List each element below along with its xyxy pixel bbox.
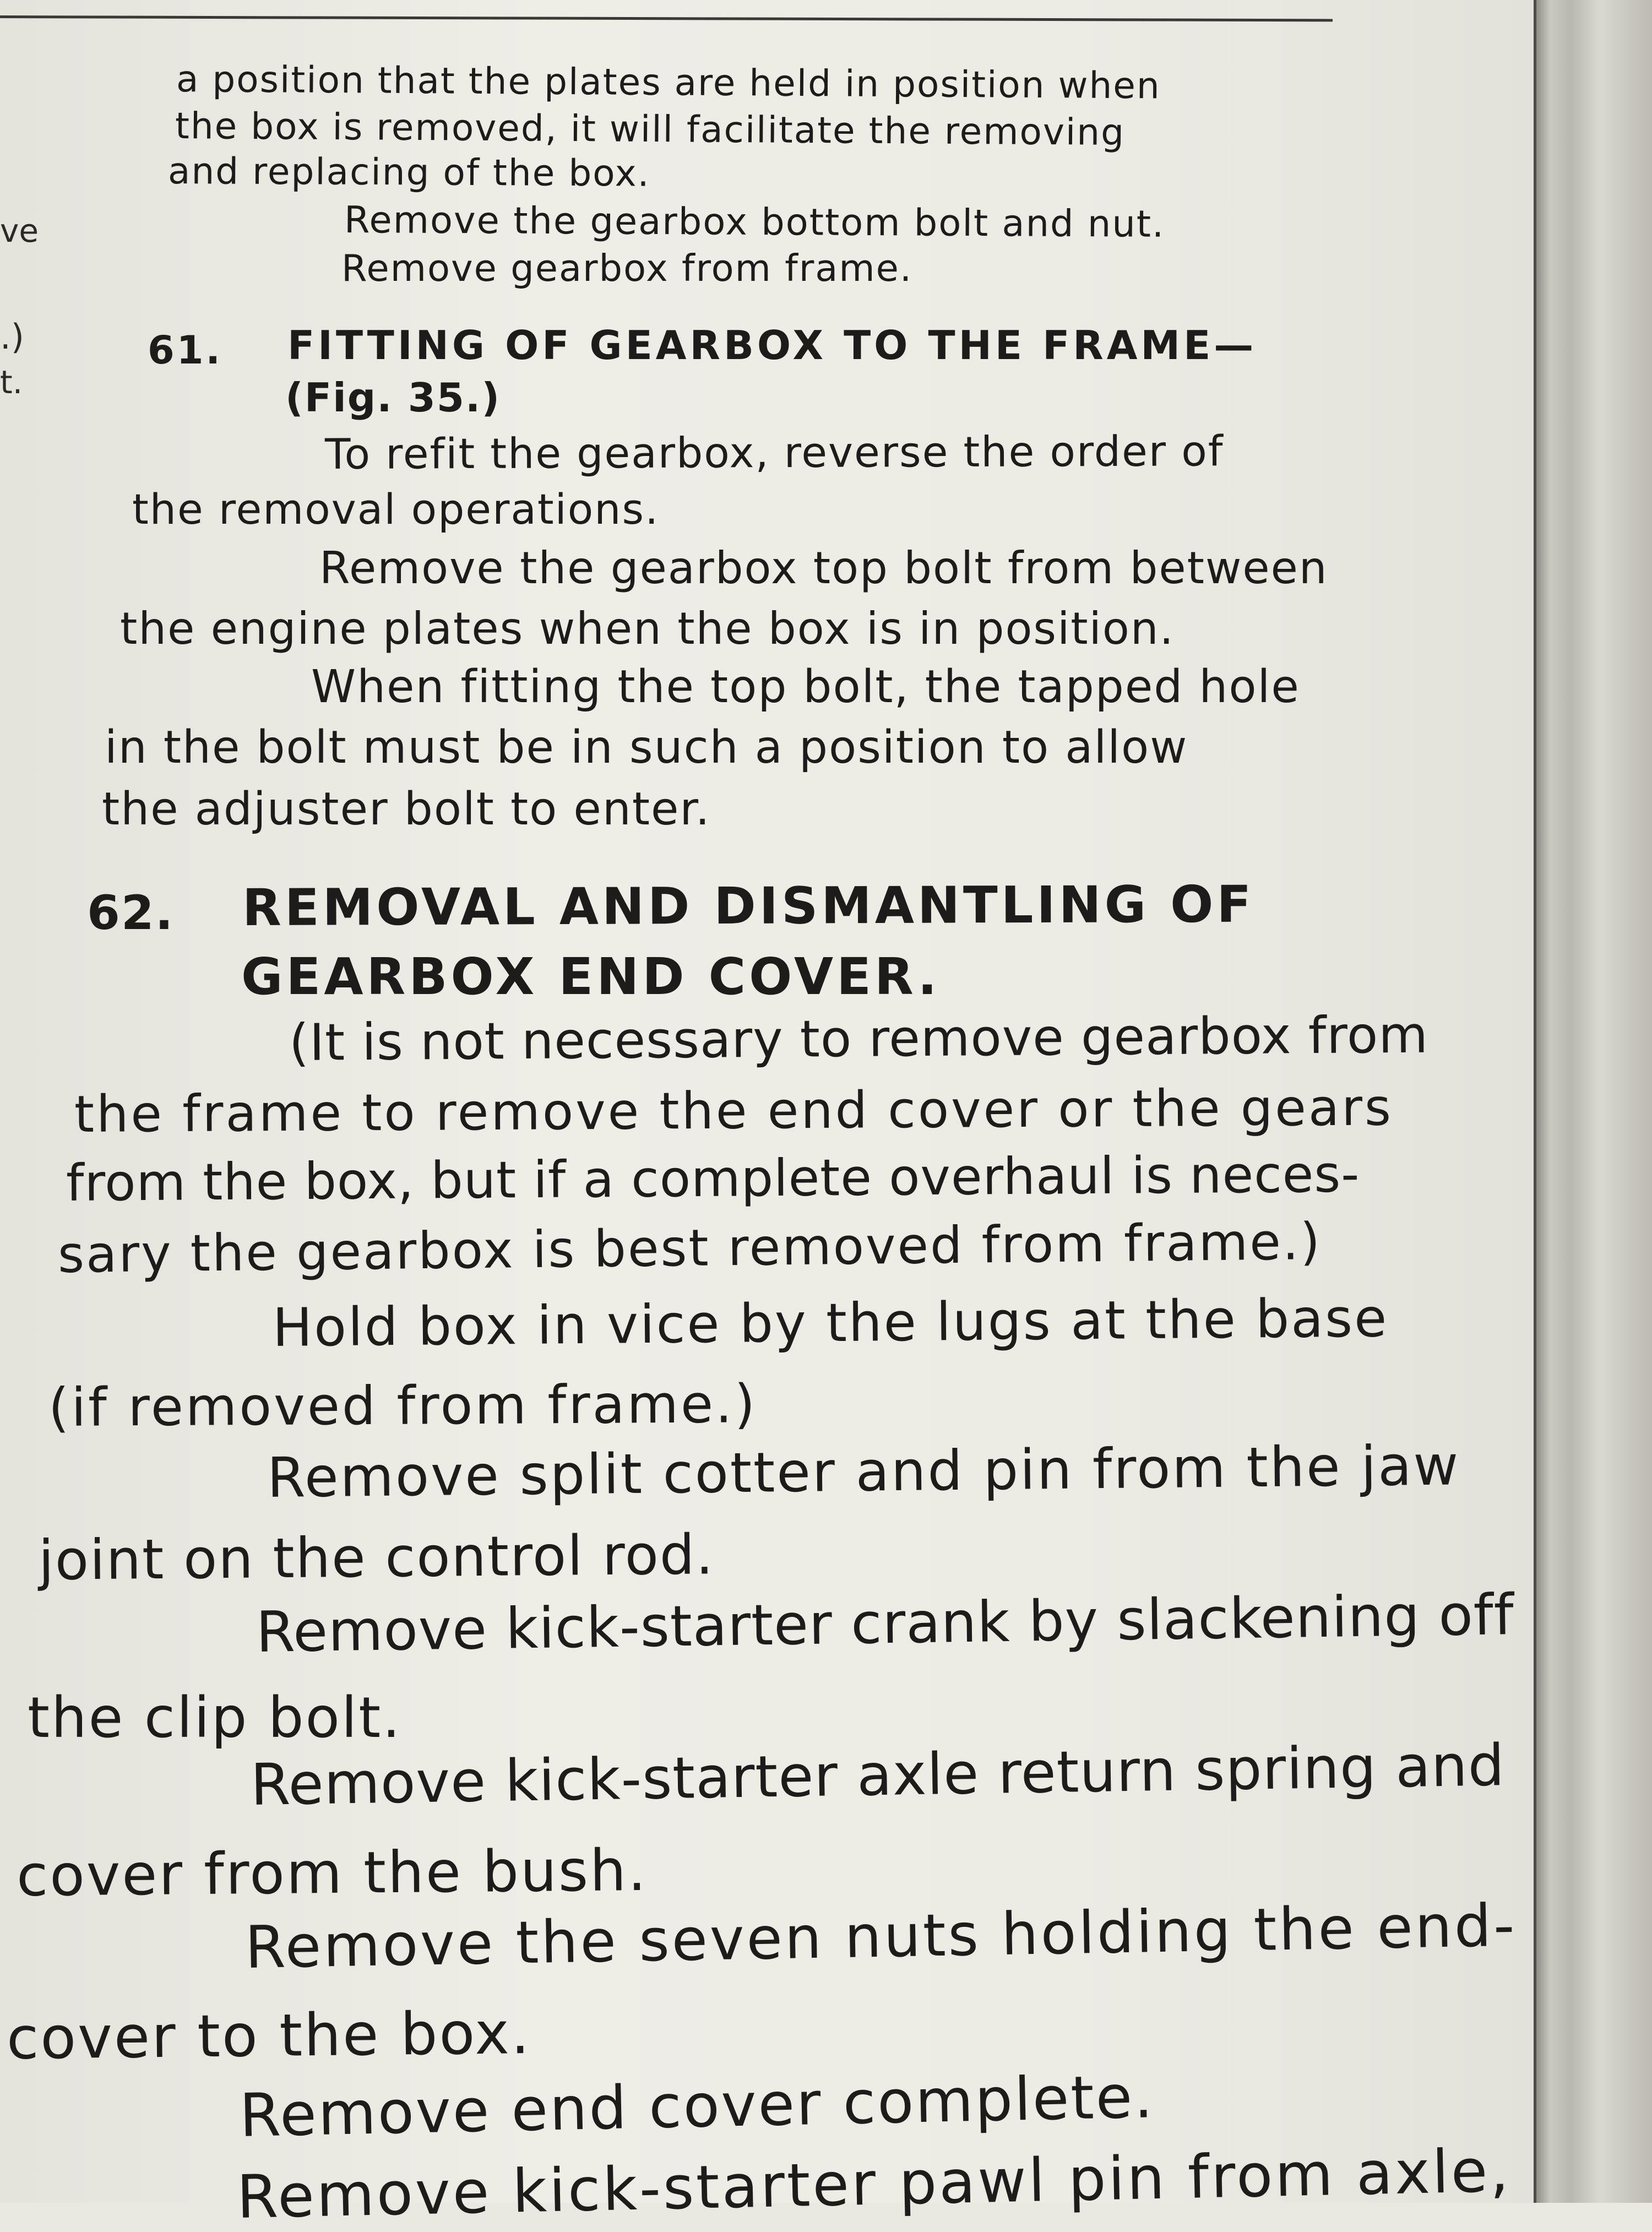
- body-line: Remove split cotter and pin from the jaw: [267, 1433, 1460, 1510]
- body-line: (It is not necessary to remove gearbox from: [289, 1005, 1429, 1072]
- body-line: in the bolt must be in such a position to allow: [105, 721, 1188, 774]
- section-number: 62.: [87, 886, 175, 941]
- body-line: Remove kick-starter axle return spring and: [250, 1731, 1506, 1818]
- body-line: the frame to remove the end cover or the gears: [74, 1078, 1394, 1144]
- body-line: To refit the gearbox, reverse the order of: [324, 426, 1224, 479]
- body-line: the engine plates when the box is in position.: [120, 603, 1175, 654]
- body-line: and replacing of the box.: [167, 150, 650, 195]
- body-line: the removal operations.: [132, 485, 660, 534]
- body-line: joint on the control rod.: [38, 1522, 715, 1593]
- body-line: cover to the box.: [6, 1999, 532, 2072]
- body-line: Remove end cover complete.: [238, 2062, 1155, 2150]
- body-line: Remove the gearbox bottom bolt and nut.: [344, 198, 1165, 246]
- body-line: Remove kick-starter pawl pin from axle,: [236, 2136, 1512, 2232]
- page-edge: [1536, 0, 1652, 2203]
- margin-fragment: ve: [0, 212, 39, 249]
- body-line: sary the gearbox is best removed from frame.): [57, 1212, 1322, 1284]
- section-heading: GEARBOX END COVER.: [241, 947, 941, 1006]
- body-line: Remove the gearbox top bolt from between: [319, 542, 1328, 594]
- margin-fragment: .): [0, 317, 24, 357]
- body-line: a position that the plates are held in position when: [176, 58, 1161, 107]
- margin-fragment: t.: [0, 363, 23, 401]
- body-line: Hold box in vice by the lugs at the base: [272, 1287, 1389, 1359]
- body-line: cover from the bush.: [16, 1837, 648, 1909]
- body-line: Remove gearbox from frame.: [341, 247, 913, 290]
- body-line: (if removed from frame.): [48, 1373, 758, 1438]
- body-line: Remove the seven nuts holding the end-: [244, 1891, 1518, 1981]
- section-number: 61.: [148, 328, 223, 373]
- body-line: the adjuster bolt to enter.: [102, 783, 711, 835]
- body-line: Remove kick-starter crank by slackening off: [256, 1582, 1515, 1665]
- figure-reference: (Fig. 35.): [285, 374, 501, 421]
- body-line: the clip bolt.: [28, 1685, 402, 1751]
- body-line: from the box, but if a complete overhaul is neces-: [66, 1144, 1360, 1213]
- section-heading: FITTING OF GEARBOX TO THE FRAME—: [287, 322, 1257, 368]
- section-heading: REMOVAL AND DISMANTLING OF: [242, 875, 1255, 937]
- body-line: the box is removed, it will facilitate the removing: [175, 105, 1126, 154]
- body-line: When fitting the top bolt, the tapped hole: [311, 661, 1300, 713]
